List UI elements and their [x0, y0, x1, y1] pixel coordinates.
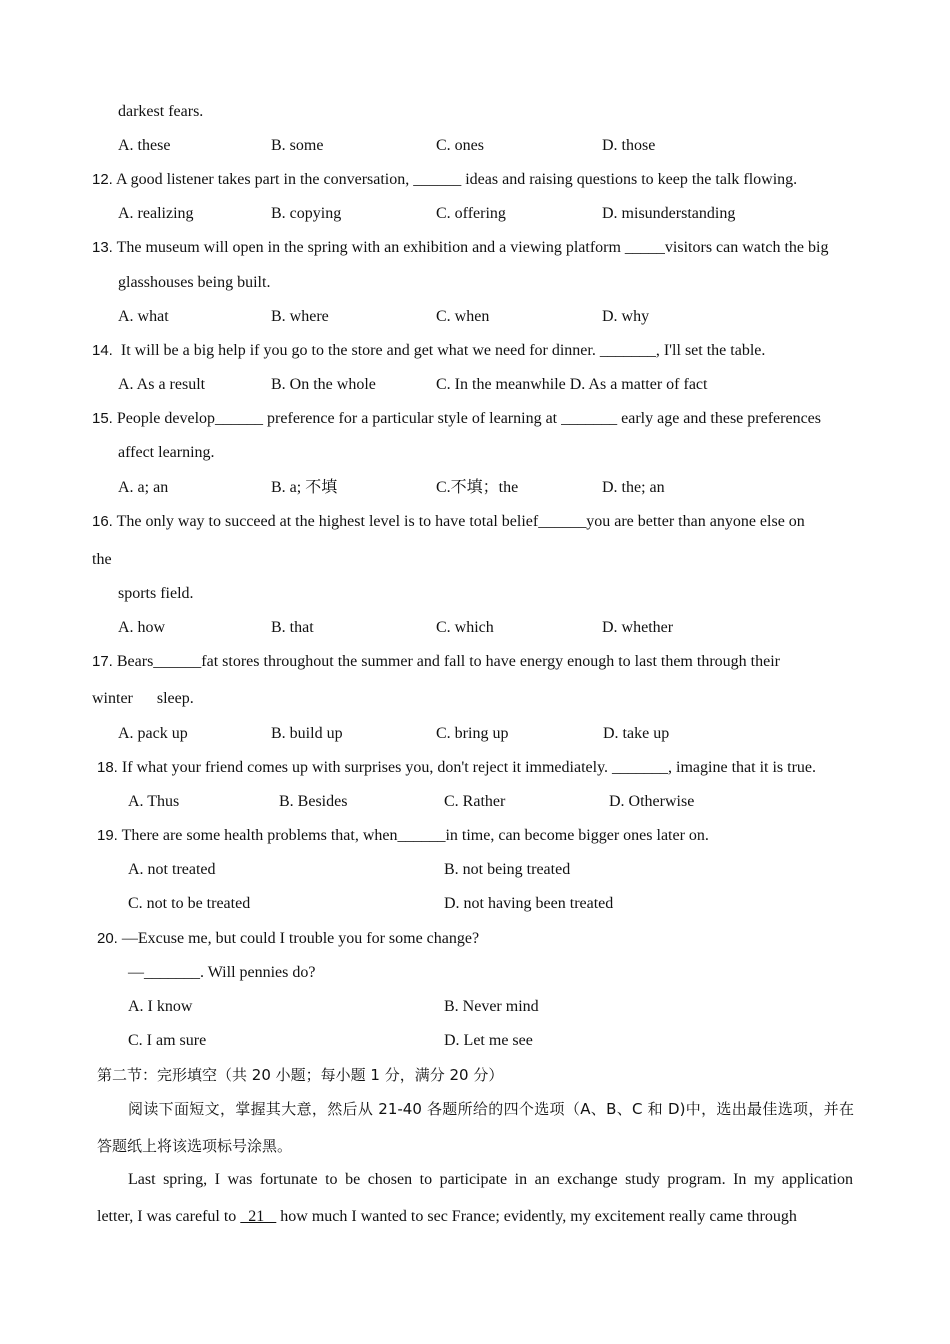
q11-option-a: A. these — [118, 137, 171, 154]
question-number: 14. — [92, 342, 113, 359]
q13-option-d: D. why — [602, 308, 650, 325]
q16-continuation-1: the — [92, 551, 112, 568]
question-text: There are some health problems that, when______in time, can become bigger ones later on. — [117, 827, 709, 844]
q18-option-a: A. Thus — [128, 793, 180, 810]
q11-continuation: darkest fears. — [118, 103, 204, 120]
q13-option-a: A. what — [118, 308, 169, 325]
question-18 — [97, 758, 816, 778]
question-text: Bears______fat stores throughout the summer and fall to have energy enough to last them through their — [112, 653, 780, 670]
q15-continuation: affect learning. — [118, 444, 215, 461]
question-text: It will be a big help if you go to the store and get what we need for dinner. _______, I'll set the table. — [112, 342, 766, 359]
q16-option-c: C. which — [436, 619, 494, 636]
q17-option-a: A. pack up — [118, 725, 188, 742]
q15-option-d: D. the; an — [602, 479, 665, 496]
q13-continuation: glasshouses being built. — [118, 274, 271, 291]
question-number: 17. — [92, 653, 113, 670]
question-number: 16. — [92, 513, 113, 530]
question-number: 20. — [97, 930, 118, 947]
q16-option-d: D. whether — [602, 619, 674, 636]
q20-option-d: D. Let me see — [444, 1032, 533, 1049]
q11-option-b: B. some — [271, 137, 324, 154]
q18-option-c: C. Rather — [444, 793, 506, 810]
q20-option-b: B. Never mind — [444, 998, 539, 1015]
q20-option-c: C. I am sure — [128, 1032, 207, 1049]
question-text: —Excuse me, but could I trouble you for some change? — [117, 930, 480, 947]
section-heading: 第二节：完形填空（共 20 小题；每小题 1 分，满分 20 分） — [97, 1066, 504, 1084]
q12-option-b: B. copying — [271, 205, 342, 222]
question-number: 13. — [92, 239, 113, 256]
q20-option-a: A. I know — [128, 998, 193, 1015]
q15-option-c: C.不填；the — [436, 479, 519, 496]
question-text: People develop______ preference for a particular style of learning at _______ early age and these preferences — [112, 410, 821, 427]
q12-option-a: A. realizing — [118, 205, 194, 222]
question-12 — [92, 170, 797, 190]
question-19 — [97, 826, 709, 846]
q12-option-c: C. offering — [436, 205, 506, 222]
q17-continuation: winter sleep. — [92, 690, 194, 707]
q15-option-b: B. a; 不填 — [271, 479, 338, 496]
question-14 — [92, 341, 765, 361]
q20-reply: —_______. Will pennies do? — [128, 964, 316, 981]
q16-continuation-2: sports field. — [118, 585, 194, 602]
q11-option-c: C. ones — [436, 137, 484, 154]
question-17 — [92, 652, 780, 672]
question-15 — [92, 409, 821, 429]
q12-option-d: D. misunderstanding — [602, 205, 736, 222]
q19-option-b: B. not being treated — [444, 861, 571, 878]
q17-option-c: C. bring up — [436, 725, 509, 742]
question-text: A good listener takes part in the conversation, ______ ideas and raising questions to keep the talk flowing. — [112, 171, 798, 188]
question-text: The only way to succeed at the highest level is to have total belief______you are better than anyone else on — [112, 513, 805, 530]
q15-option-a: A. a; an — [118, 479, 169, 496]
q13-option-c: C. when — [436, 308, 490, 325]
passage-line-2 — [97, 1207, 854, 1227]
passage-text: letter, I was careful to — [97, 1208, 241, 1225]
question-text: If what your friend comes up with surprises you, don't reject it immediately. _______, imagine that it is true. — [117, 759, 816, 776]
question-number: 12. — [92, 171, 113, 188]
q17-option-b: B. build up — [271, 725, 343, 742]
q19-option-c: C. not to be treated — [128, 895, 251, 912]
question-number: 19. — [97, 827, 118, 844]
question-20 — [97, 929, 479, 949]
question-13 — [92, 238, 828, 258]
q16-option-a: A. how — [118, 619, 166, 636]
q13-option-b: B. where — [271, 308, 329, 325]
question-16 — [92, 512, 805, 532]
q14-option-b: B. On the whole — [271, 376, 376, 393]
question-number: 18. — [97, 759, 118, 776]
section-instruction-line-1: 阅读下面短文，掌握其大意，然后从 21-40 各题所给的四个选项（A、B、C 和 D)中，选出最佳选项，并在 — [128, 1100, 854, 1118]
q16-option-b: B. that — [271, 619, 314, 636]
q19-option-d: D. not having been treated — [444, 895, 614, 912]
q14-option-a: A. As a result — [118, 376, 206, 393]
q18-option-d: D. Otherwise — [609, 793, 695, 810]
q18-option-b: B. Besides — [279, 793, 348, 810]
question-number: 15. — [92, 410, 113, 427]
passage-line-1: Last spring, I was fortunate to be chosen to participate in an exchange study program. In my application — [128, 1171, 853, 1188]
section-instruction-line-2: 答题纸上将该选项标号涂黑。 — [97, 1137, 293, 1155]
blank-21: 21 — [240, 1208, 277, 1225]
q17-option-d: D. take up — [603, 725, 670, 742]
q19-option-a: A. not treated — [128, 861, 216, 878]
passage-text: how much I wanted to sec France; evidently, my excitement really came through — [276, 1208, 797, 1225]
q14-option-c-d: C. In the meanwhile D. As a matter of fact — [436, 376, 708, 393]
q11-option-d: D. those — [602, 137, 656, 154]
question-text: The museum will open in the spring with an exhibition and a viewing platform _____visitors can watch the big — [112, 239, 829, 256]
